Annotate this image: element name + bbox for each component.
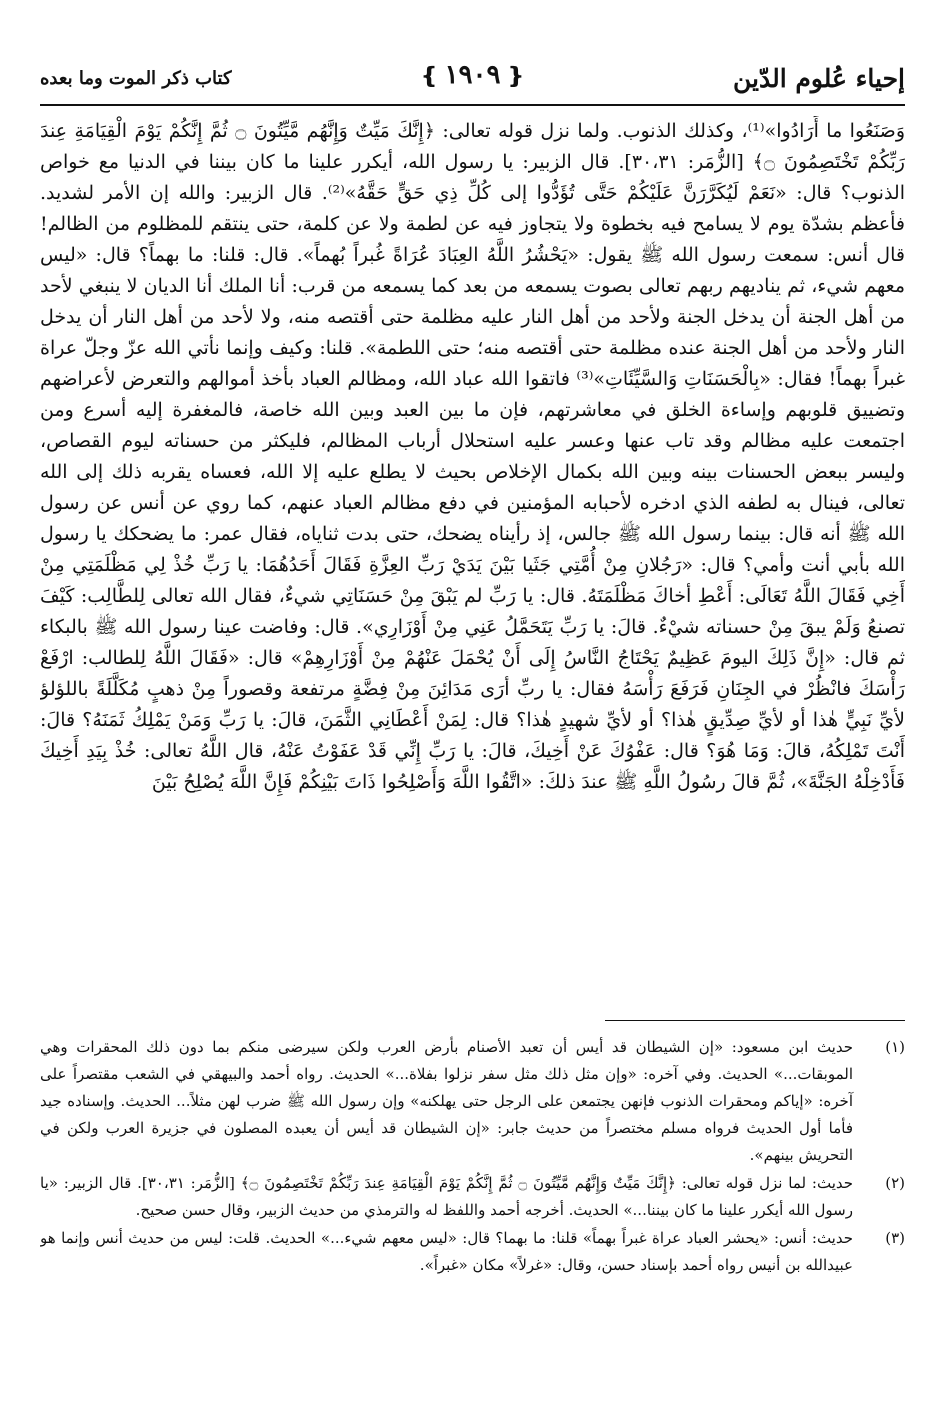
- page-number: ١٩٠٩: [444, 60, 501, 90]
- footnote-divider: [605, 1020, 905, 1021]
- footnote-text: حديث: أنس: «يحشر العباد عراة غبراً بهماً» قلنا: ما بهما؟ قال: «ليس معهم شيء...» الحديث. قلت: ليس من حديث أنس وإنما هو عبيدالله بن أنيس رواه أحمد بإسناد حسن، وقال: «غرلاً» مكان «غبراً».: [40, 1229, 853, 1274]
- header-divider: [40, 104, 905, 106]
- book-title: إحياء عُلوم الدّين: [733, 64, 905, 93]
- body-paragraph: وَصَنَعُوا ما أَرَادُوا»⁽¹⁾، وكذلك الذنوب. ولما نزل قوله تعالى: ﴿إِنَّكَ مَيِّتٌ وَإِنَّهُم مَّيِّتُونَ ۝ ثُمَّ إِنَّكُمْ يَوْمَ الْقِيَامَةِ عِندَ رَبِّكُمْ تَخْتَصِمُونَ ۝﴾ [الزُّمَر: ٣٠،٣١]. قال الزبير: يا رسول الله، أيكرر علينا ما كان بيننا في الدنيا مع خواص الذنوب؟ قال: «نَعَمْ لَيُكَرَّرَنَّ عَلَيْكُمْ حَتَّى تُؤَدُّوا إلى كُلِّ ذِي حَقٍّ حَقَّهُ»⁽²⁾. قال الزبير: والله إن الأمر لشديد. فأعظم بشدّة يوم لا يسامح فيه بخطوة ولا يتجاوز فيه عن لطمة ولا عن كلمة، حتى ينتقم للمظلوم من الظالم! قال أنس: سمعت رسول الله ﷺ يقول: «يَحْشُرُ اللَّهُ العِبَادَ عُرَاةً غُبراً بُهماً». قال: قلنا: ما بهماً؟ قال: «ليس معهم شيء، ثم يناديهم ربهم تعالى بصوت يسمعه من بعد كما يسمعه من قرب: أنا الملك أنا الديان لا ينبغي لأحد من أهل الجنة أن يدخل الجنة ولأحد من أهل النار عليه مظلمة حتى أقتصه منه، ولا لأحد من أهل النار أن يدخل النار ولأحد من أهل الجنة عنده مظلمة حتى أقتصه منه؛ حتى اللطمة». قلنا: وكيف وإنما نأتي الله عزّ وجلّ عراة غبراً بهماً! فقال: «بِالْحَسَنَاتِ وَالسَّيِّئَاتِ»⁽³⁾ فاتقوا الله عباد الله، ومظالم العباد بأخذ أموالهم والتعرض لأعراضهم وتضييق قلوبهم وإساءة الخلق في معاشرتهم، فإن ما بين العبد وبين الله خاصة، فالمغفرة إليه أسرع ومن اجتمعت عليه مظالم وقد تاب عنها وعسر عليه استحلال أرباب المظالم، فليكثر من حسناته ليوم القصاص، وليسر ببعض الحسنات بينه وبين الله بكمال الإخلاص بحيث لا يطلع عليه إلا الله، فعساه يقربه ذلك إلى الله تعالى، فينال به لطفه الذي ادخره لأحبابه المؤمنين في دفع مظالم العباد عنهم، كما روي عن أنس عن رسول الله ﷺ أنه قال: بينما رسول الله ﷺ جالس، إذ رأيناه يضحك، حتى بدت ثناياه، فقال عمر: ما يضحكك يا رسول الله بأبي أنت وأمي؟ قال: «رَجُلانِ مِنْ أُمَّتِي جَثَيا بَيْنَ يَدَيْ رَبِّ العِزَّةِ فَقَالَ أَحَدُهُمَا: يا رَبِّ خُذْ لِي مَظْلَمَتِي مِنْ أَخِي فَقَالَ اللَّهُ تَعَالَى: أَعْطِ أخاكَ مَظْلَمَتَهُ. قال: يا رَبِّ لم يَبْقَ مِنْ حَسَنَاتِي شيءٌ، فقال الله تعالى لِلطَّالِب: كَيْفَ تصنعُ وَلَمْ يبقَ مِنْ حسناته شيْءٌ. قالَ: يا رَبِّ يَتَحَمَّلُ عَنِي مِنْ أَوْزَارِي». قال: وفاضت عينا رسول الله ﷺ بالبكاء ثم قال: «إِنَّ ذَلِكَ اليومَ عَظِيمٌ يَحْتَاجُ النَّاسُ إِلَى أَنْ يُحْمَلَ عَنْهُمْ مِنْ أَوْزَارِهِمْ» قال: «فَقَالَ اللَّهُ لِلطالب: ارْفَعْ رَأْسَكَ فانْظُرْ في الجِنَانِ فَرَفَعَ رَأْسَهُ فقال: يا ربِّ أرَى مَدَائِنَ مِنْ فِضَّةٍ مرتفعة وقصوراً مِنْ ذهبٍ مُكَلَّلَةً باللؤلؤ لأيِّ نَبِيٍّ هٰذا أو لأيِّ صِدِّيقٍ هٰذا؟ أو لأيِّ شهيدٍ هٰذا؟ قال: لِمَنْ أَعْطَانِي الثَّمَنَ، قالَ: يا رَبِّ وَمَنْ يَمْلِكُ ثَمَنَهُ؟ قالَ: أَنْتَ تَمْلِكُهُ، قالَ: وَمَا هُوَ؟ قال: عَفْوُكَ عَنْ أَخِيكَ، قالَ: يا رَبِّ إِنِّي قَدْ عَفَوْتُ عَنْهُ، قال اللَّهُ تعالى: خُذْ بِيَدِ أَخِيكَ فَأَدْخِلْهُ الجَنَّةَ»، ثُمَّ قالَ رسُولُ اللَّهِ ﷺ عندَ ذلكَ: «اتَّقُوا اللَّهَ وَأَصْلِحُوا ذَاتَ بَيْنِكُمْ فَإِنَّ اللَّهَ يُصْلِحُ بَيْنَ: [40, 120, 905, 793]
- footnote-number: (٢): [885, 1174, 905, 1192]
- footnote: [40, 1034, 905, 1169]
- footnote-text: حديث ابن مسعود: «إن الشيطان قد أيس أن تعبد الأصنام بأرض العرب ولكن سيرضى منكم بما دون ذلك المحقرات وهي الموبقات...» الحديث. وفي آخره: «وإن مثل ذلك مثل سفر نزلوا بفلاة...» الحديث. رواه أحمد والبيهقي في الشعب مقتصراً على آخره: «إياكم ومحقرات الذنوب فإنهن يجتمعن على الرجل حتى يهلكنه» وإن رسول الله ﷺ ضرب لهن مثلاً... الحديث. وإسناده جيد فأما أول الحديث فرواه مسلم مختصراً من حديث جابر: «إن الشيطان قد أيس أن يعبده المصلون في جزيرة العرب ولكن في التحريش بينهم».: [40, 1038, 853, 1164]
- footnote-text: حديث: لما نزل قوله تعالى: ﴿إِنَّكَ مَيِّتٌ وَإِنَّهُم مَّيِّتُونَ ۝ ثُمَّ إِنَّكُمْ يَوْمَ الْقِيَامَةِ عِندَ رَبِّكُمْ تَخْتَصِمُونَ ۝﴾ [الزُّمَر: ٣٠،٣١]. قال الزبير: «يا رسول الله أيكرر علينا ما كان بيننا...» الحديث. أخرجه أحمد واللفظ له والترمذي من حديث الزبير، وقال حسن صحيح.: [40, 1174, 854, 1219]
- running-header: [40, 58, 905, 102]
- page-number-box: [414, 60, 531, 90]
- footnote-number: (١): [885, 1038, 905, 1056]
- footnote: [40, 1170, 905, 1224]
- footnote: [40, 1225, 905, 1279]
- footnote-number: (٣): [885, 1229, 905, 1247]
- main-text: [40, 116, 905, 996]
- ornament-left-icon: ❴: [420, 63, 439, 89]
- footnotes: [40, 1034, 905, 1379]
- chapter-title: كتاب ذكر الموت وما بعده: [40, 68, 232, 89]
- ornament-right-icon: ❵: [506, 63, 525, 89]
